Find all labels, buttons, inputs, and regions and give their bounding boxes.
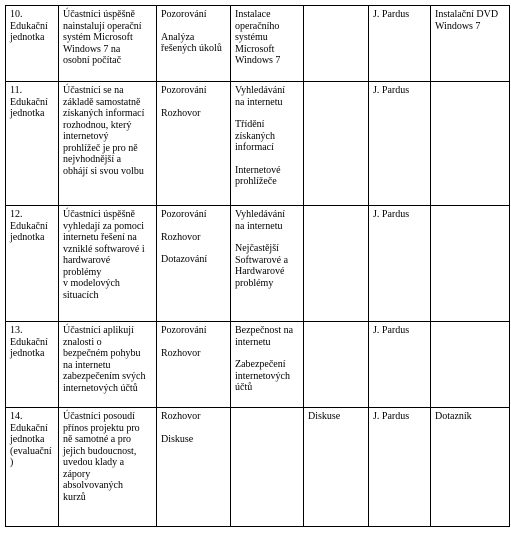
cell-text-line: Účastníci úspěšně — [63, 209, 135, 220]
form-cell — [304, 82, 369, 206]
cell-text-line: v modelových — [63, 278, 120, 289]
table-row — [6, 82, 510, 206]
cell-text-line: Pozorování — [161, 85, 207, 96]
cell-text-line: problémy — [235, 277, 274, 289]
cell-text-line: zápory — [63, 468, 91, 480]
cell-text-line: Účastníci posoudí — [63, 411, 135, 422]
cell-text-line: Rozhovor — [161, 347, 201, 359]
cell-text-line: Rozhovor — [161, 411, 201, 422]
cell-text-line: Internetové — [235, 164, 281, 176]
form-cell — [304, 6, 369, 82]
method-cell — [157, 206, 231, 322]
cell-text-line: jednotka — [10, 108, 45, 119]
cell-text-line: Účastníci se na — [63, 85, 124, 96]
resources-cell — [431, 82, 510, 206]
cell-text-line: Vyhledávání — [235, 85, 285, 96]
method-cell — [157, 82, 231, 206]
cell-text-line: získaných — [235, 130, 275, 142]
content-cell — [231, 206, 304, 322]
unit-cell — [6, 82, 59, 206]
cell-text-line: systém Microsoft — [63, 32, 133, 43]
unit-cell — [6, 6, 59, 82]
cell-text-line: ně samotné a pro — [63, 434, 132, 445]
cell-text-line: Vyhledávání — [235, 209, 285, 220]
resources-cell — [431, 408, 510, 527]
unit-cell — [6, 206, 59, 322]
cell-text-line: Edukační — [10, 336, 48, 348]
cell-text-line: vyhledají za pomoci — [63, 220, 145, 232]
cell-text-line: znalosti o — [63, 336, 102, 348]
cell-text-line: internetových — [235, 370, 290, 382]
cell-text-line: Edukační — [10, 422, 48, 434]
goal-cell — [59, 82, 157, 206]
goal-cell — [59, 408, 157, 527]
cell-text-line: kurzů — [63, 491, 86, 503]
cell-text-line: Diskuse — [161, 433, 194, 445]
teacher-cell — [369, 408, 431, 527]
cell-text-line: J. Pardus — [373, 411, 410, 422]
lesson-plan-table — [5, 5, 510, 527]
cell-text-line: internetový — [63, 131, 109, 142]
cell-text-line: Dotazování — [161, 254, 208, 265]
cell-text-line: bezpečném pohybu — [63, 348, 141, 359]
content-cell — [231, 82, 304, 206]
lesson-plan-document — [5, 5, 510, 527]
cell-text-line: 14. — [10, 411, 23, 422]
cell-text-line: Účastníci úspěšně — [63, 9, 135, 20]
cell-text-line: Pozorování — [161, 209, 207, 220]
cell-text-line: situacích — [63, 289, 99, 301]
cell-text-line: prohlížeče — [235, 176, 277, 187]
goal-cell — [59, 322, 157, 408]
cell-text-line: Dotazník — [435, 411, 472, 422]
cell-text-line: jednotka — [10, 232, 45, 243]
cell-text-line: Windows 7 — [435, 20, 481, 32]
cell-text-line: Hardwarové — [235, 266, 285, 277]
cell-text-line: uvedou klady a — [63, 457, 125, 468]
cell-text-line: Instalace — [235, 9, 271, 20]
cell-text-line: Diskuse — [308, 411, 341, 422]
cell-text-line: ) — [10, 457, 14, 468]
cell-text-line: absolvovaných — [63, 480, 123, 491]
cell-text-line: 13. — [10, 325, 23, 336]
cell-text-line: Nejčastější — [235, 243, 279, 254]
method-cell — [157, 408, 231, 527]
cell-text-line: řešených úkolů — [161, 43, 222, 54]
cell-text-line: Edukační — [10, 96, 48, 108]
content-cell — [231, 6, 304, 82]
teacher-cell — [369, 322, 431, 408]
resources-cell — [431, 6, 510, 82]
teacher-cell — [369, 6, 431, 82]
cell-text-line: na internetu — [235, 220, 283, 232]
table-row — [6, 408, 510, 527]
cell-text-line: Edukační — [10, 20, 48, 32]
cell-text-line: Pozorování — [161, 325, 207, 336]
table-row — [6, 322, 510, 408]
cell-text-line: Třídění — [235, 119, 265, 130]
cell-text-line: Instalační DVD — [435, 9, 499, 20]
teacher-cell — [369, 82, 431, 206]
cell-text-line: internetu řešení na — [63, 232, 137, 243]
cell-text-line: prohlížeč je pro ně — [63, 142, 138, 154]
method-cell — [157, 322, 231, 408]
resources-cell — [431, 322, 510, 408]
cell-text-line: zabezpečením svých — [63, 371, 146, 382]
cell-text-line: informací — [235, 142, 274, 153]
cell-text-line: Zabezpečení — [235, 359, 286, 370]
cell-text-line: 12. — [10, 209, 23, 220]
unit-cell — [6, 322, 59, 408]
cell-text-line: Softwarové a — [235, 254, 289, 266]
content-cell — [231, 408, 304, 527]
cell-text-line: Edukační — [10, 220, 48, 232]
cell-text-line: jednotka — [10, 434, 45, 445]
cell-text-line: Rozhovor — [161, 231, 201, 243]
cell-text-line: internetu — [235, 336, 271, 348]
table-row — [6, 206, 510, 322]
cell-text-line: obhájí si svou volbu — [63, 165, 144, 177]
cell-text-line: jednotka — [10, 348, 45, 359]
cell-text-line: Windows 7 na — [63, 43, 121, 55]
cell-text-line: rozhodnou, který — [63, 119, 132, 131]
cell-text-line: hardwarové — [63, 255, 111, 266]
cell-text-line: (evaluační — [10, 445, 52, 457]
cell-text-line: osobní počítač — [63, 55, 122, 66]
goal-cell — [59, 6, 157, 82]
cell-text-line: jejich budoucnost, — [63, 445, 137, 457]
cell-text-line: Bezpečnost na — [235, 325, 294, 336]
cell-text-line: 11. — [10, 85, 23, 96]
cell-text-line: Analýza — [161, 31, 195, 43]
form-cell — [304, 408, 369, 527]
resources-cell — [431, 206, 510, 322]
cell-text-line: internetových účtů — [63, 382, 138, 394]
cell-text-line: na internetu — [235, 96, 283, 108]
cell-text-line: získaných informací — [63, 108, 145, 119]
cell-text-line: Pozorování — [161, 9, 207, 20]
cell-text-line: na internetu — [63, 359, 111, 371]
form-cell — [304, 206, 369, 322]
method-cell — [157, 6, 231, 82]
cell-text-line: Rozhovor — [161, 107, 201, 119]
content-cell — [231, 322, 304, 408]
cell-text-line: účtů — [235, 382, 253, 393]
cell-text-line: J. Pardus — [373, 325, 410, 336]
cell-text-line: nainstalují operační — [63, 20, 142, 32]
cell-text-line: přínos projektu pro — [63, 422, 140, 434]
cell-text-line: J. Pardus — [373, 85, 410, 96]
cell-text-line: nejvhodnější a — [63, 154, 122, 165]
unit-cell — [6, 408, 59, 527]
cell-text-line: Účastníci aplikují — [63, 325, 134, 336]
cell-text-line: operačního — [235, 20, 280, 32]
cell-text-line: jednotka — [10, 32, 45, 43]
table-row — [6, 6, 510, 82]
cell-text-line: J. Pardus — [373, 9, 410, 20]
cell-text-line: problémy — [63, 266, 102, 278]
cell-text-line: 10. — [10, 9, 23, 20]
cell-text-line: J. Pardus — [373, 209, 410, 220]
cell-text-line: systému — [235, 32, 268, 43]
cell-text-line: Microsoft — [235, 43, 275, 55]
goal-cell — [59, 206, 157, 322]
teacher-cell — [369, 206, 431, 322]
cell-text-line: základě samostatně — [63, 96, 141, 108]
cell-text-line: Windows 7 — [235, 55, 281, 66]
cell-text-line: vzniklé softwarové i — [63, 243, 145, 255]
form-cell — [304, 322, 369, 408]
